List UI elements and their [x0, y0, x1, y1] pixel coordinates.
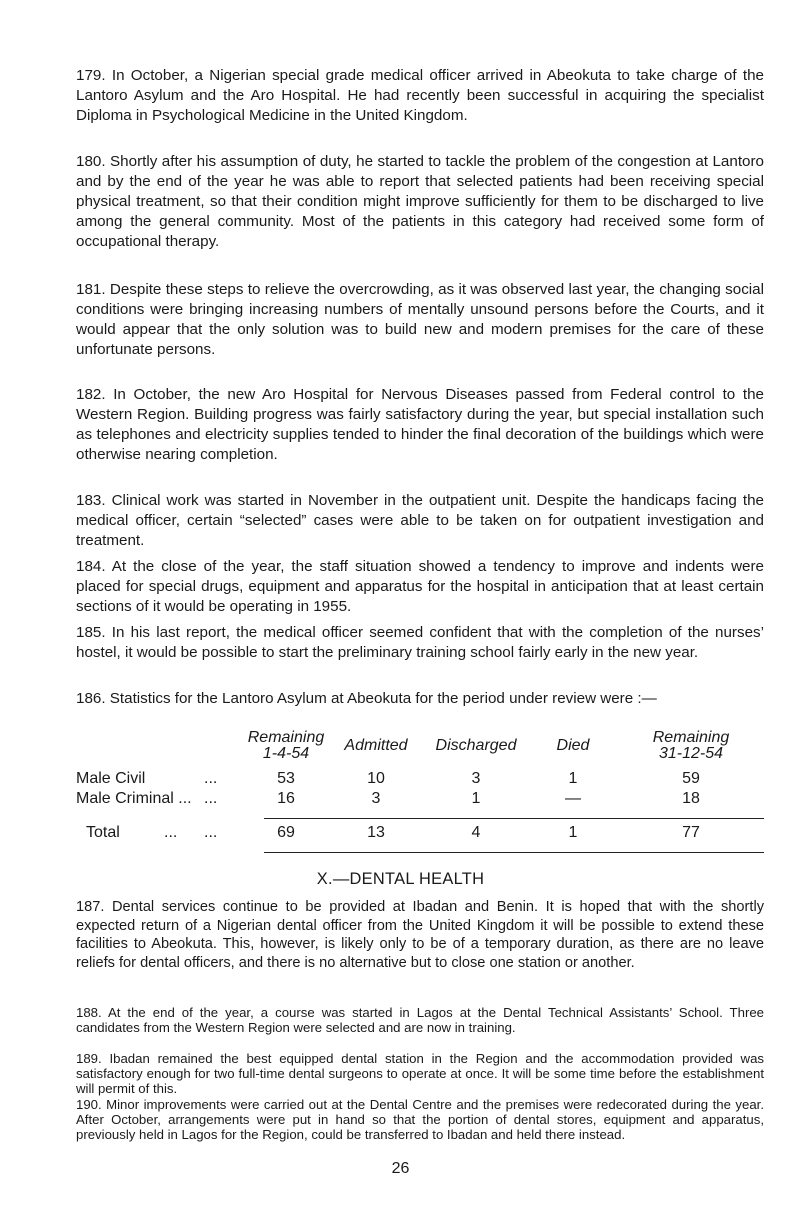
- table-rule-top: [264, 818, 764, 819]
- row-dots: ...: [204, 770, 218, 787]
- paragraph-189: 189. Ibadan remained the best equipped dental station in the Region and the accommodation provided was satisfactory enough for two full-time dental surgeons to operate at once. It will be some time before the establishment will permit of this.: [76, 1051, 764, 1097]
- table-header-row: [76, 730, 764, 764]
- paragraph-185: 185. In his last report, the medical officer seemed confident that with the completion of the nurses’ hostel, it would be possible to start the preliminary training school fairly early in the new year.: [76, 624, 764, 661]
- header-remaining-end: Remaining 31-12-54: [652, 729, 730, 762]
- section-heading: X.—DENTAL HEALTH: [316, 870, 485, 888]
- paragraph-180: 180. Shortly after his assumption of duty, he started to tackle the problem of the congestion at Lantoro and by the end of the year he was able to report that selected patients had been receiving special physical treatment, so that their condition might improve sufficiently for them to be discharged to live among the general community. Most of the patients in this category had received some form of occupational therapy.: [76, 153, 764, 250]
- total-dots-2: ...: [204, 824, 218, 841]
- paragraph-190: 190. Minor improvements were carried out at the Dental Centre and the premises were redecorated during the year. After October, arrangements were put in hand so that the portion of dental stores, equipment and apparatus, previously held in Lagos for the Region, could be transferred to Ibadan and held there instead.: [76, 1097, 764, 1143]
- paragraph-182: 182. In October, the new Aro Hospital for Nervous Diseases passed from Federal control to the Western Region. Building progress was fairly satisfactory during the year, but special installation such as telephones and electricity supplies tended to hinder the final decoration of the buildings which were otherwise nearing completion.: [76, 386, 764, 463]
- header-died: Died: [556, 737, 590, 754]
- paragraph-186: 186. Statistics for the Lantoro Asylum at Abeokuta for the period under review were :—: [76, 690, 657, 707]
- paragraph-187: 187. Dental services continue to be provided at Ibadan and Benin. It is hoped that with the shortly expected return of a Nigerian dental officer from the United Kingdom it will be possible to extend these facilities to Abeokuta. This, however, is likely only to be of a temporary duration, as there are no leave reliefs for dental officers, and there is no alternative but to close one station or another.: [76, 899, 764, 971]
- header-discharged: Discharged: [435, 737, 517, 754]
- total-remaining-start: 69: [277, 824, 295, 841]
- row-label: Male Criminal ...: [76, 790, 192, 807]
- paragraph-188: 188. At the end of the year, a course was started in Lagos at the Dental Technical Assistants’ School. Three candidates from the Western Region were selected and are now in training.: [76, 1005, 764, 1036]
- page-number: 26: [391, 1160, 410, 1177]
- total-discharged: 4: [471, 824, 481, 841]
- paragraph-179: 179. In October, a Nigerian special grade medical officer arrived in Abeokuta to take charge of the Lantoro Asylum and the Aro Hospital. He had recently been successful in acquiring the specialist Diploma in Psychological Medicine in the United Kingdom.: [76, 67, 764, 124]
- table-row: [76, 770, 764, 790]
- total-dots: ...: [164, 824, 178, 841]
- table-total-row: [76, 824, 764, 844]
- header-remaining-start: Remaining 1-4-54: [247, 729, 325, 762]
- cell-remaining-start: 53: [277, 770, 295, 787]
- total-died: 1: [568, 824, 578, 841]
- paragraph-181: 181. Despite these steps to relieve the overcrowding, as it was observed last year, the changing social conditions were bringing increasing numbers of mentally unsound persons before the Courts, and it would appear that the only solution was to build new and modern premises for the care of these unfortunate persons.: [76, 281, 764, 358]
- cell-died: 1: [568, 770, 578, 787]
- cell-admitted: 10: [367, 770, 385, 787]
- row-dots: ...: [204, 790, 218, 807]
- cell-remaining-end: 18: [682, 790, 700, 807]
- total-remaining-end: 77: [682, 824, 700, 841]
- paragraph-184: 184. At the close of the year, the staff situation showed a tendency to improve and indents were placed for special drugs, equipment and apparatus for the hospital in anticipation that at least certain sections of it would be operating in 1955.: [76, 558, 764, 615]
- paragraph-183: 183. Clinical work was started in November in the outpatient unit. Despite the handicaps facing the medical officer, certain “selected” cases were able to be taken on for outpatient investigation and treatment.: [76, 492, 764, 549]
- cell-discharged: 3: [471, 770, 481, 787]
- row-label: Male Civil: [76, 770, 146, 787]
- cell-died: —: [565, 790, 581, 807]
- cell-discharged: 1: [471, 790, 481, 807]
- header-admitted: Admitted: [344, 737, 408, 754]
- table-row: [76, 790, 764, 810]
- total-label: Total: [86, 824, 120, 841]
- cell-remaining-end: 59: [682, 770, 700, 787]
- total-admitted: 13: [367, 824, 385, 841]
- cell-remaining-start: 16: [277, 790, 295, 807]
- table-rule-bottom: [264, 852, 764, 853]
- cell-admitted: 3: [371, 790, 381, 807]
